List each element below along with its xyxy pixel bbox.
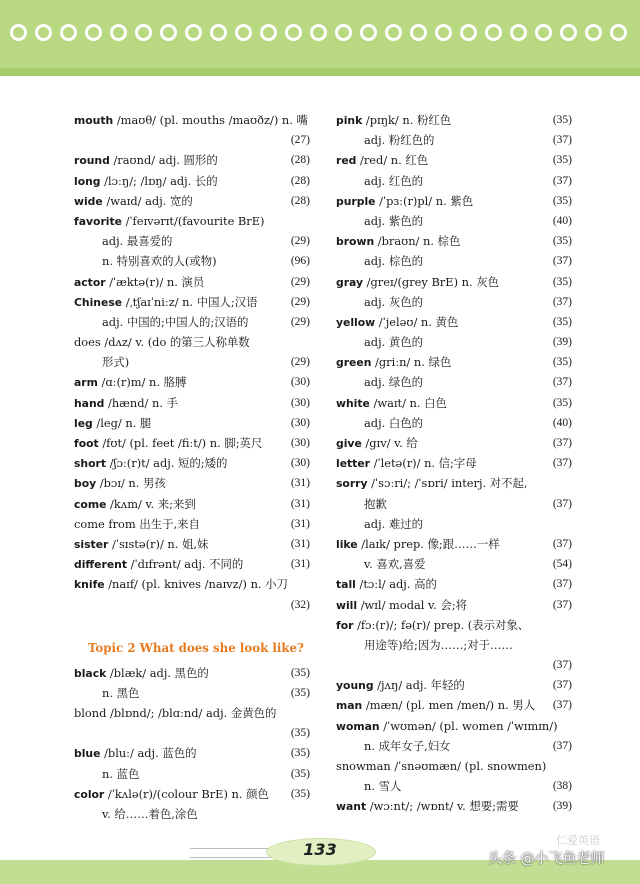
- entry-line: [336, 433, 572, 453]
- page-reference: (31): [290, 517, 310, 530]
- entry-line: [74, 804, 310, 824]
- glossary-entry: [336, 231, 572, 271]
- circle-ornament: [235, 24, 252, 41]
- glossary-entry: [336, 716, 572, 756]
- glossary-entry: [336, 110, 572, 150]
- glossary-entry: [336, 615, 572, 676]
- page-reference: (29): [290, 235, 310, 248]
- entry-text: sorry /ˈsɔːri/; /ˈsɒri/ interj. 对不起,: [336, 476, 528, 491]
- page-number: 133: [303, 840, 337, 859]
- entry-line: [336, 453, 572, 473]
- page-reference: (35): [552, 275, 572, 288]
- entry-text: adj. 棕色的: [364, 254, 424, 269]
- entry-line: [74, 312, 310, 332]
- entry-text: adj. 红色的: [364, 173, 424, 188]
- entry-text: boy /bɔɪ/ n. 男孩: [74, 476, 166, 491]
- circle-ornament: [135, 24, 152, 41]
- glossary-entry: [74, 211, 310, 272]
- circle-ornament: [360, 24, 377, 41]
- entry-text: come /kʌm/ v. 来;来到: [74, 496, 196, 511]
- entry-line: [74, 764, 310, 784]
- entry-text: 抱歉: [364, 496, 387, 511]
- entry-line: [336, 312, 572, 332]
- entry-text: yellow /ˈjeləʊ/ n. 黄色: [336, 314, 459, 329]
- entry-line: [336, 675, 572, 695]
- page-reference: (40): [552, 416, 572, 429]
- entry-text: want /wɔːnt/; /wɒnt/ v. 想要;需要: [336, 799, 519, 814]
- glossary-entry: [74, 534, 310, 554]
- page-reference: (37): [552, 739, 572, 752]
- glossary-entry: [74, 372, 310, 392]
- entry-text: red /red/ n. 红色: [336, 153, 429, 168]
- entry-text: black /blæk/ adj. 黑色的: [74, 665, 209, 680]
- page-reference: (30): [290, 416, 310, 429]
- entry-line: [336, 514, 572, 534]
- entry-text: pink /pɪŋk/ n. 粉红色: [336, 113, 452, 127]
- entry-line: [336, 171, 572, 191]
- glossary-entry: [74, 743, 310, 783]
- entry-line: [336, 231, 572, 251]
- entry-line: [74, 554, 310, 574]
- glossary-entry: [74, 473, 310, 493]
- entry-line: [336, 332, 572, 352]
- entry-text: color /ˈkʌlə(r)/(colour BrE) n. 颜色: [74, 786, 269, 801]
- glossary-entry: [336, 595, 572, 615]
- topic-heading: Topic 2 What does she look like?: [88, 640, 304, 655]
- glossary-entry: [336, 756, 572, 796]
- entry-line: [74, 453, 310, 473]
- circle-ornament: [310, 24, 327, 41]
- circle-ornament: [385, 24, 402, 41]
- page-reference: (35): [552, 315, 572, 328]
- entry-line: [336, 413, 572, 433]
- page-reference: (39): [552, 336, 572, 349]
- circle-ornament: [260, 24, 277, 41]
- circle-ornament: [160, 24, 177, 41]
- page-reference: (28): [290, 174, 310, 187]
- entry-line: [74, 130, 310, 150]
- glossary-entry: [336, 574, 572, 594]
- entry-line: [74, 272, 310, 292]
- page-reference: (37): [552, 457, 572, 470]
- circle-ornament: [285, 24, 302, 41]
- page-reference: (35): [290, 767, 310, 780]
- page-reference: (29): [290, 315, 310, 328]
- page-reference: (32): [290, 598, 310, 611]
- page-reference: (37): [552, 699, 572, 712]
- entry-line: [74, 595, 310, 615]
- watermark: 头条 @小飞鱼老师: [488, 851, 605, 867]
- decorative-circles: [10, 24, 627, 41]
- glossary-entry: [336, 473, 572, 534]
- circle-ornament: [60, 24, 77, 41]
- entry-line: [74, 211, 310, 231]
- circle-ornament: [410, 24, 427, 41]
- page-reference: (96): [290, 255, 310, 268]
- page-reference: (30): [290, 396, 310, 409]
- left-column: [74, 110, 310, 824]
- entry-line: [336, 796, 572, 816]
- entry-line: [74, 534, 310, 554]
- page-reference: (27): [290, 134, 310, 147]
- page-reference: (37): [552, 537, 572, 550]
- circle-ornament: [10, 24, 27, 41]
- entry-text: foot /fʊt/ (pl. feet /fiːt/) n. 脚;英尺: [74, 436, 263, 450]
- entry-line: [336, 372, 572, 392]
- entry-line: [74, 150, 310, 170]
- glossary-entry: [336, 796, 572, 816]
- glossary-entry: [336, 150, 572, 190]
- entry-line: [336, 352, 572, 372]
- page-reference: (35): [552, 194, 572, 207]
- entry-text: blond /blɒnd/; /blɑːnd/ adj. 金黄色的: [74, 706, 277, 721]
- left-entries: [74, 110, 310, 615]
- page-reference: (37): [552, 659, 572, 672]
- entry-text: young /jʌŋ/ adj. 年轻的: [336, 678, 465, 693]
- entry-text: purple /ˈpɜː(r)pl/ n. 紫色: [336, 193, 474, 208]
- entry-text: come from 出生于,来自: [74, 516, 200, 531]
- entry-line: [336, 110, 572, 130]
- entry-line: [74, 372, 310, 392]
- page-reference: (35): [552, 114, 572, 126]
- entry-text: man /mæn/ (pl. men /men/) n. 男人: [336, 698, 536, 713]
- entry-text: knife /naɪf/ (pl. knives /naɪvz/) n. 小刀: [74, 577, 288, 592]
- page-reference: (35): [552, 235, 572, 248]
- glossary-entry: [336, 272, 572, 312]
- right-column: [336, 110, 572, 817]
- entry-text: 形式): [102, 355, 130, 370]
- entry-text: tall /tɔːl/ adj. 高的: [336, 577, 437, 592]
- entry-line: [336, 130, 572, 150]
- entry-line: [336, 655, 572, 675]
- page-reference: (37): [552, 497, 572, 510]
- entry-line: [74, 494, 310, 514]
- entry-line: [336, 251, 572, 271]
- entry-text: Chinese /ˌtʃaɪˈniːz/ n. 中国人;汉语: [74, 294, 258, 309]
- glossary-entry: [336, 191, 572, 231]
- entry-text: woman /ˈwʊmən/ (pl. women /ˈwɪmɪn/): [336, 718, 558, 733]
- page-reference: (35): [290, 787, 310, 800]
- glossary-entry: [74, 433, 310, 453]
- entry-line: [74, 231, 310, 251]
- page-reference: (31): [290, 537, 310, 550]
- entry-line: [336, 574, 572, 594]
- entry-line: [336, 292, 572, 312]
- page-reference: (37): [552, 437, 572, 449]
- entry-text: v. 喜欢,喜爱: [364, 557, 426, 572]
- entry-text: wide /waɪd/ adj. 宽的: [74, 193, 193, 208]
- entry-text: adj. 绿色的: [364, 375, 424, 390]
- page-reference: (35): [290, 747, 310, 760]
- entry-line: [74, 663, 310, 683]
- circle-ornament: [485, 24, 502, 41]
- glossary-entry: [336, 695, 572, 715]
- page-reference: (28): [290, 194, 310, 207]
- page-reference: (37): [552, 679, 572, 692]
- entry-line: [336, 191, 572, 211]
- header-band: [0, 0, 640, 76]
- glossary-entry: [74, 171, 310, 191]
- entry-line: [74, 171, 310, 191]
- entry-text: adj. 难过的: [364, 516, 424, 531]
- entry-line: [74, 473, 310, 493]
- entry-line: [336, 635, 572, 655]
- circle-ornament: [585, 24, 602, 41]
- page-reference: (35): [552, 396, 572, 409]
- glossary-entry: [74, 574, 310, 614]
- page-reference: (28): [290, 154, 310, 167]
- circle-ornament: [335, 24, 352, 41]
- page-reference: (54): [552, 558, 572, 571]
- circle-ornament: [35, 24, 52, 41]
- circle-ornament: [210, 24, 227, 41]
- glossary-entry: [74, 663, 310, 703]
- page-reference: (38): [552, 780, 572, 793]
- entry-text: n. 特别喜欢的人(或物): [102, 254, 217, 269]
- entry-line: [74, 574, 310, 594]
- entry-line: [336, 554, 572, 574]
- circle-ornament: [85, 24, 102, 41]
- entry-line: [74, 292, 310, 312]
- entry-text: mouth /maʊθ/ (pl. mouths /maʊðz/) n. 嘴: [74, 113, 308, 127]
- glossary-entry: [74, 514, 310, 534]
- glossary-entry: [336, 393, 572, 433]
- entry-text: arm /ɑː(r)m/ n. 胳膊: [74, 375, 187, 390]
- entry-line: [336, 695, 572, 715]
- entry-line: [336, 473, 572, 493]
- entry-line: [336, 756, 572, 776]
- entry-line: [74, 743, 310, 763]
- entry-line: [74, 110, 310, 130]
- page-reference: (35): [552, 356, 572, 369]
- entry-line: [74, 352, 310, 372]
- entry-line: [74, 723, 310, 743]
- entry-text: adj. 粉红色的: [364, 133, 435, 148]
- entry-text: adj. 最喜爱的: [102, 234, 173, 249]
- page-reference: (31): [290, 477, 310, 490]
- entry-text: n. 黑色: [102, 685, 140, 700]
- page-reference: (29): [290, 295, 310, 308]
- entry-text: will /wɪl/ modal v. 会;将: [336, 597, 467, 612]
- entry-text: round /raʊnd/ adj. 圆形的: [74, 153, 218, 168]
- entry-text: adj. 白色的: [364, 415, 424, 430]
- page-reference: (37): [552, 376, 572, 389]
- entry-line: [336, 494, 572, 514]
- entry-text: n. 蓝色: [102, 766, 140, 781]
- circle-ornament: [510, 24, 527, 41]
- glossary-entry: [336, 534, 572, 574]
- glossary-entry: [74, 110, 310, 150]
- circle-ornament: [435, 24, 452, 41]
- right-entries: [336, 110, 572, 817]
- entry-text: v. 给……着色,涂色: [102, 807, 198, 821]
- entry-line: [74, 784, 310, 804]
- entry-text: give /gɪv/ v. 给: [336, 436, 418, 450]
- entry-text: actor /ˈæktə(r)/ n. 演员: [74, 274, 205, 289]
- glossary-entry: [74, 784, 310, 824]
- page-reference: (37): [552, 578, 572, 591]
- entry-line: [336, 776, 572, 796]
- entry-text: long /lɔːŋ/; /lɒŋ/ adj. 长的: [74, 173, 218, 188]
- glossary-entry: [336, 675, 572, 695]
- entry-line: [74, 191, 310, 211]
- page-reference: (29): [290, 356, 310, 369]
- entry-text: green /griːn/ n. 绿色: [336, 355, 452, 370]
- glossary-entry: [74, 272, 310, 292]
- glossary-entry: [74, 413, 310, 433]
- left-entries-topic2: [74, 663, 310, 825]
- glossary-entry: [74, 703, 310, 743]
- page-reference: (40): [552, 214, 572, 227]
- entry-line: [336, 595, 572, 615]
- entry-text: adj. 灰色的: [364, 294, 424, 309]
- watermark-subtitle: 仁爱英语: [556, 834, 600, 847]
- entry-text: leg /leg/ n. 腿: [74, 415, 152, 430]
- entry-text: blue /bluː/ adj. 蓝色的: [74, 746, 197, 761]
- entry-text: adj. 中国的;中国人的;汉语的: [102, 314, 249, 329]
- entry-line: [336, 211, 572, 231]
- glossary-entry: [336, 433, 572, 453]
- page-reference: (30): [290, 437, 310, 449]
- entry-line: [336, 736, 572, 756]
- entry-text: gray /greɪ/(grey BrE) n. 灰色: [336, 274, 499, 289]
- entry-line: [74, 332, 310, 352]
- page-reference: (30): [290, 376, 310, 389]
- circle-ornament: [535, 24, 552, 41]
- entry-text: snowman /ˈsnəʊmæn/ (pl. snowmen): [336, 759, 547, 773]
- circle-ornament: [560, 24, 577, 41]
- glossary-entry: [336, 312, 572, 352]
- page-reference: (37): [552, 174, 572, 187]
- page-reference: (39): [552, 800, 572, 813]
- page-reference: (35): [290, 666, 310, 679]
- glossary-entry: [74, 453, 310, 473]
- page-reference: (35): [290, 686, 310, 699]
- glossary-entry: [74, 191, 310, 211]
- entry-text: favorite /ˈfeɪvərɪt/(favourite BrE): [74, 213, 265, 228]
- glossary-entry: [74, 332, 310, 372]
- entry-line: [74, 683, 310, 703]
- entry-line: [74, 251, 310, 271]
- entry-text: letter /ˈletə(r)/ n. 信;字母: [336, 456, 477, 471]
- entry-text: like /laɪk/ prep. 像;跟……一样: [336, 536, 500, 551]
- entry-text: adj. 黄色的: [364, 335, 424, 350]
- entry-text: adj. 紫色的: [364, 213, 424, 228]
- glossary-entry: [336, 352, 572, 392]
- entry-text: different /ˈdɪfrənt/ adj. 不同的: [74, 557, 244, 572]
- entry-line: [74, 393, 310, 413]
- glossary-entry: [336, 453, 572, 473]
- page-reference: (31): [290, 497, 310, 510]
- entry-line: [336, 716, 572, 736]
- circle-ornament: [110, 24, 127, 41]
- page-reference: (37): [552, 598, 572, 611]
- entry-text: does /dʌz/ v. (do 的第三人称单数: [74, 335, 250, 350]
- entry-text: n. 成年女子,妇女: [364, 738, 451, 753]
- glossary-entry: [74, 150, 310, 170]
- entry-line: [74, 433, 310, 453]
- entry-text: brown /braʊn/ n. 棕色: [336, 234, 461, 249]
- page-reference: (37): [552, 134, 572, 147]
- page-reference: (35): [290, 727, 310, 740]
- entry-line: [336, 150, 572, 170]
- page-reference: (35): [552, 154, 572, 167]
- page-reference: (31): [290, 558, 310, 571]
- entry-text: 用途等)给;因为……;对于……: [364, 637, 513, 652]
- page-reference: (37): [552, 295, 572, 308]
- entry-line: [74, 413, 310, 433]
- circle-ornament: [460, 24, 477, 41]
- page-reference: (29): [290, 275, 310, 288]
- entry-line: [336, 534, 572, 554]
- entry-text: sister /ˈsɪstə(r)/ n. 姐,妹: [74, 536, 209, 551]
- circle-ornament: [185, 24, 202, 41]
- entry-text: white /waɪt/ n. 白色: [336, 395, 447, 410]
- entry-line: [336, 393, 572, 413]
- entry-line: [74, 514, 310, 534]
- glossary-entry: [74, 292, 310, 332]
- page-reference: (37): [552, 255, 572, 268]
- page-reference: (30): [290, 457, 310, 470]
- glossary-entry: [74, 554, 310, 574]
- glossary-entry: [74, 494, 310, 514]
- entry-text: short /ʃɔː(r)t/ adj. 短的;矮的: [74, 456, 228, 471]
- entry-text: for /fɔː(r)/; fə(r)/ prep. (表示对象、: [336, 617, 530, 632]
- entry-line: [336, 615, 572, 635]
- glossary-entry: [74, 393, 310, 413]
- entry-text: hand /hænd/ n. 手: [74, 395, 178, 410]
- circle-ornament: [610, 24, 627, 41]
- entry-text: n. 雪人: [364, 779, 402, 794]
- entry-line: [74, 703, 310, 723]
- entry-line: [336, 272, 572, 292]
